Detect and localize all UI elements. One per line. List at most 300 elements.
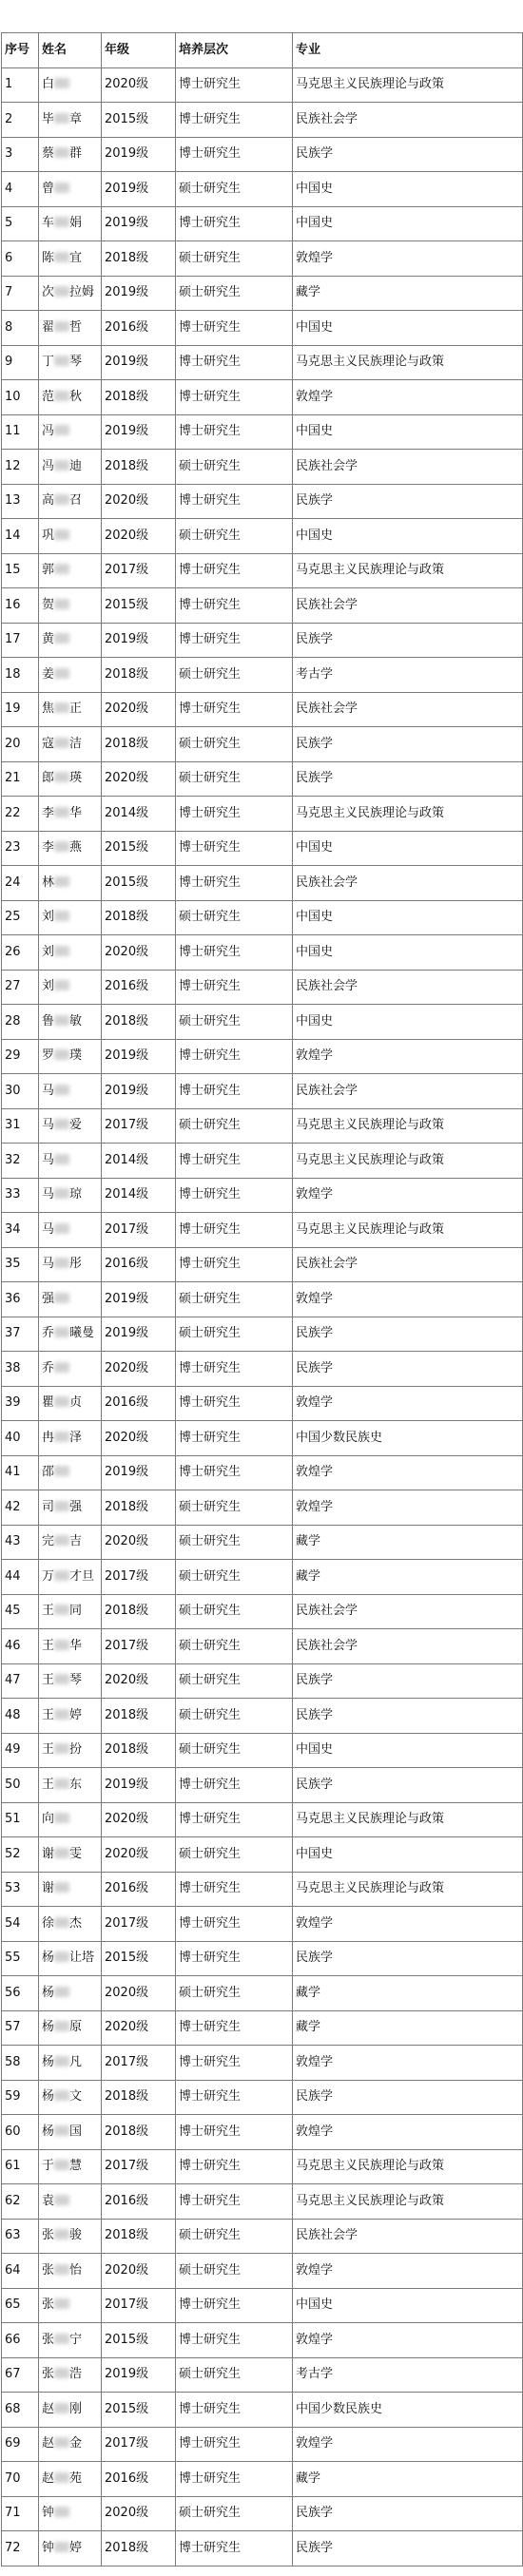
table-row	[2, 519, 523, 554]
redaction-blur	[54, 1743, 69, 1754]
cell-name	[39, 2531, 102, 2566]
cell-grade: 2014级	[102, 797, 176, 832]
table-row	[2, 241, 523, 277]
cell-grade: 2015级	[102, 2393, 176, 2428]
cell-name	[39, 588, 102, 624]
cell-serial-number: 34	[2, 1213, 39, 1248]
redaction-blur	[54, 1396, 69, 1407]
cell-major: 中国史	[293, 831, 523, 866]
name-visible-part: 刘	[42, 979, 55, 994]
redaction-blur	[54, 321, 69, 332]
name-visible-part: 瑛	[69, 771, 83, 786]
cell-name	[39, 67, 102, 103]
cell-name	[39, 1247, 102, 1282]
cell-name	[39, 761, 102, 797]
table-row	[2, 692, 523, 727]
cell-name	[39, 1352, 102, 1387]
cell-grade: 2015级	[102, 588, 176, 624]
cell-name	[39, 1733, 102, 1768]
cell-grade: 2020级	[102, 1663, 176, 1699]
cell-grade: 2019级	[102, 1039, 176, 1074]
cell-training-level: 博士研究生	[176, 1213, 293, 1248]
cell-grade: 2016级	[102, 2184, 176, 2220]
table-row	[2, 311, 523, 346]
cell-name	[39, 1317, 102, 1352]
cell-training-level: 硕士研究生	[176, 727, 293, 762]
cell-serial-number: 70	[2, 2462, 39, 2497]
name-visible-part: 杨	[42, 2054, 55, 2069]
cell-serial-number: 11	[2, 414, 39, 450]
name-visible-part: 骏	[69, 2228, 83, 2243]
cell-major: 民族社会学	[293, 450, 523, 485]
name-visible-part: 郭	[42, 563, 55, 578]
cell-training-level: 博士研究生	[176, 1872, 293, 1907]
cell-serial-number: 53	[2, 1872, 39, 1907]
cell-name	[39, 1699, 102, 1734]
redaction-blur	[54, 1917, 69, 1928]
cell-training-level: 博士研究生	[176, 2531, 293, 2566]
cell-serial-number: 4	[2, 172, 39, 207]
cell-name	[39, 1386, 102, 1421]
cell-training-level: 硕士研究生	[176, 1108, 293, 1144]
cell-training-level: 硕士研究生	[176, 900, 293, 935]
name-visible-part: 王	[42, 1604, 55, 1619]
cell-serial-number: 24	[2, 866, 39, 901]
name-visible-part: 杰	[69, 1915, 83, 1931]
cell-major: 中国史	[293, 172, 523, 207]
table-row	[2, 2046, 523, 2081]
cell-name	[39, 797, 102, 832]
cell-training-level: 硕士研究生	[176, 276, 293, 311]
table-row	[2, 1733, 523, 1768]
table-row	[2, 137, 523, 172]
name-visible-part: 于	[42, 2159, 55, 2174]
name-visible-part: 马	[42, 1118, 55, 1133]
cell-training-level: 博士研究生	[176, 2184, 293, 2220]
cell-name	[39, 1768, 102, 1803]
table-row	[2, 2254, 523, 2289]
cell-name	[39, 1144, 102, 1179]
table-row	[2, 2427, 523, 2462]
cell-name	[39, 380, 102, 415]
redaction-blur	[54, 2264, 69, 2275]
cell-grade: 2020级	[102, 2010, 176, 2046]
cell-grade: 2019级	[102, 137, 176, 172]
cell-major: 考古学	[293, 2357, 523, 2393]
name-visible-part: 李	[42, 840, 55, 855]
cell-major: 马克思主义民族理论与政策	[293, 2149, 523, 2184]
cell-training-level: 博士研究生	[176, 2323, 293, 2358]
name-visible-part: 马	[42, 1083, 55, 1098]
redaction-blur	[54, 738, 69, 748]
cell-training-level: 博士研究生	[176, 2115, 293, 2150]
name-visible-part: 完	[42, 1534, 55, 1549]
cell-training-level: 硕士研究生	[176, 241, 293, 277]
cell-name	[39, 935, 102, 971]
cell-major: 马克思主义民族理论与政策	[293, 1144, 523, 1179]
table-row	[2, 935, 523, 971]
name-visible-part: 婷	[69, 1707, 83, 1722]
cell-training-level: 博士研究生	[176, 1907, 293, 1942]
cell-training-level: 硕士研究生	[176, 2357, 293, 2393]
name-visible-part: 慧	[69, 2159, 83, 2174]
cell-name	[39, 658, 102, 693]
name-visible-part: 张	[42, 2262, 55, 2278]
cell-training-level: 博士研究生	[176, 831, 293, 866]
cell-name	[39, 1941, 102, 1976]
cell-grade: 2015级	[102, 2323, 176, 2358]
name-visible-part: 钟	[42, 2506, 55, 2521]
table-row	[2, 103, 523, 138]
name-visible-part: 敏	[69, 1013, 83, 1028]
header-serial-number: 序号	[2, 33, 39, 68]
table-row	[2, 2149, 523, 2184]
name-visible-part: 巩	[42, 528, 55, 543]
redaction-blur	[54, 1154, 69, 1164]
table-row	[2, 553, 523, 588]
name-visible-part: 马	[42, 1221, 55, 1237]
cell-grade: 2018级	[102, 1594, 176, 1629]
name-visible-part: 才旦	[69, 1568, 95, 1584]
redaction-blur	[54, 1327, 69, 1337]
name-visible-part: 苑	[69, 2470, 83, 2486]
cell-grade: 2020级	[102, 935, 176, 971]
cell-serial-number: 15	[2, 553, 39, 588]
cell-serial-number: 37	[2, 1317, 39, 1352]
cell-training-level: 硕士研究生	[176, 1629, 293, 1664]
table-row	[2, 484, 523, 519]
name-visible-part: 同	[69, 1604, 83, 1619]
table-row	[2, 2393, 523, 2428]
cell-major: 藏学	[293, 1976, 523, 2011]
table-row	[2, 380, 523, 415]
cell-serial-number: 66	[2, 2323, 39, 2358]
name-visible-part: 让塔	[69, 1951, 95, 1966]
redaction-blur	[54, 217, 69, 227]
cell-serial-number: 72	[2, 2531, 39, 2566]
cell-name	[39, 970, 102, 1005]
cell-grade: 2019级	[102, 345, 176, 380]
cell-name	[39, 137, 102, 172]
name-visible-part: 杨	[42, 2124, 55, 2139]
cell-grade: 2017级	[102, 2149, 176, 2184]
name-visible-part: 冯	[42, 424, 55, 439]
redaction-blur	[54, 1709, 69, 1720]
redaction-blur	[54, 1951, 69, 1962]
cell-major: 藏学	[293, 1560, 523, 1595]
cell-name	[39, 206, 102, 241]
cell-name	[39, 1525, 102, 1560]
cell-training-level: 博士研究生	[176, 1768, 293, 1803]
cell-name	[39, 727, 102, 762]
cell-major: 藏学	[293, 2010, 523, 2046]
cell-major: 民族社会学	[293, 103, 523, 138]
name-visible-part: 赵	[42, 2470, 55, 2486]
table-row	[2, 1768, 523, 1803]
redaction-blur	[54, 702, 69, 713]
cell-serial-number: 46	[2, 1629, 39, 1664]
cell-name	[39, 2046, 102, 2081]
table-row	[2, 2288, 523, 2323]
cell-training-level: 博士研究生	[176, 935, 293, 971]
cell-name	[39, 1178, 102, 1213]
header-name: 姓名	[39, 33, 102, 68]
redaction-blur	[54, 2160, 69, 2170]
cell-grade: 2019级	[102, 1282, 176, 1317]
name-visible-part: 王	[42, 1707, 55, 1722]
cell-name	[39, 2010, 102, 2046]
cell-name	[39, 2357, 102, 2393]
name-visible-part: 谢	[42, 1846, 55, 1861]
cell-major: 敦煌学	[293, 380, 523, 415]
cell-grade: 2016级	[102, 1872, 176, 1907]
redaction-blur	[54, 356, 69, 366]
cell-grade: 2018级	[102, 2115, 176, 2150]
cell-major: 敦煌学	[293, 2323, 523, 2358]
name-visible-part: 彤	[69, 1257, 83, 1272]
cell-grade: 2017级	[102, 1629, 176, 1664]
cell-grade: 2018级	[102, 380, 176, 415]
name-visible-part: 袁	[42, 2193, 55, 2208]
cell-serial-number: 28	[2, 1005, 39, 1040]
cell-name	[39, 345, 102, 380]
cell-major: 中国史	[293, 311, 523, 346]
cell-training-level: 硕士研究生	[176, 1663, 293, 1699]
table-body	[2, 67, 523, 2566]
cell-name	[39, 1629, 102, 1664]
cell-major: 中国史	[293, 935, 523, 971]
cell-grade: 2019级	[102, 1074, 176, 1109]
cell-grade: 2019级	[102, 1768, 176, 1803]
name-visible-part: 王	[42, 1673, 55, 1688]
name-visible-part: 邵	[42, 1465, 55, 1480]
table-row	[2, 1699, 523, 1734]
cell-name	[39, 2254, 102, 2289]
cell-major: 马克思主义民族理论与政策	[293, 1802, 523, 1837]
cell-serial-number: 36	[2, 1282, 39, 1317]
redaction-blur	[54, 1362, 69, 1373]
name-visible-part: 洁	[69, 736, 83, 751]
name-visible-part: 瞿	[42, 1395, 55, 1411]
cell-grade: 2019级	[102, 206, 176, 241]
cell-grade: 2020级	[102, 1421, 176, 1456]
header-grade: 年级	[102, 33, 176, 68]
name-visible-part: 范	[42, 389, 55, 404]
cell-serial-number: 71	[2, 2496, 39, 2531]
cell-serial-number: 69	[2, 2427, 39, 2462]
redaction-blur	[54, 1432, 69, 1442]
cell-grade: 2019级	[102, 172, 176, 207]
cell-grade: 2018级	[102, 900, 176, 935]
cell-major: 马克思主义民族理论与政策	[293, 553, 523, 588]
cell-serial-number: 30	[2, 1074, 39, 1109]
table-row	[2, 1629, 523, 1664]
cell-grade: 2020级	[102, 519, 176, 554]
table-row	[2, 1005, 523, 1040]
redaction-blur	[54, 2195, 69, 2205]
cell-serial-number: 6	[2, 241, 39, 277]
name-visible-part: 张	[42, 2367, 55, 2382]
cell-grade: 2019级	[102, 1317, 176, 1352]
cell-name	[39, 1490, 102, 1526]
cell-training-level: 硕士研究生	[176, 450, 293, 485]
cell-major: 藏学	[293, 276, 523, 311]
name-visible-part: 蔡	[42, 146, 55, 162]
cell-serial-number: 47	[2, 1663, 39, 1699]
cell-major: 民族学	[293, 137, 523, 172]
cell-serial-number: 3	[2, 137, 39, 172]
redaction-blur	[54, 2056, 69, 2067]
cell-major: 敦煌学	[293, 1490, 523, 1526]
redaction-blur	[54, 599, 69, 609]
table-row	[2, 67, 523, 103]
cell-serial-number: 27	[2, 970, 39, 1005]
cell-training-level: 博士研究生	[176, 866, 293, 901]
name-visible-part: 琴	[69, 1673, 83, 1688]
cell-serial-number: 29	[2, 1039, 39, 1074]
cell-name	[39, 831, 102, 866]
name-visible-part: 王	[42, 1742, 55, 1758]
cell-serial-number: 18	[2, 658, 39, 693]
cell-major: 马克思主义民族理论与政策	[293, 1872, 523, 1907]
redaction-blur	[54, 2229, 69, 2240]
name-visible-part: 宁	[69, 2332, 83, 2347]
cell-serial-number: 35	[2, 1247, 39, 1282]
redaction-blur	[54, 1293, 69, 1303]
name-visible-part: 赵	[42, 2401, 55, 2416]
cell-training-level: 博士研究生	[176, 1247, 293, 1282]
name-visible-part: 向	[42, 1812, 55, 1827]
cell-serial-number: 32	[2, 1144, 39, 1179]
name-visible-part: 爱	[69, 1118, 83, 1133]
cell-serial-number: 61	[2, 2149, 39, 2184]
cell-name	[39, 2427, 102, 2462]
table-row	[2, 1941, 523, 1976]
cell-serial-number: 19	[2, 692, 39, 727]
cell-serial-number: 67	[2, 2357, 39, 2393]
cell-serial-number: 44	[2, 1560, 39, 1595]
redaction-blur	[54, 391, 69, 401]
cell-name	[39, 311, 102, 346]
cell-major: 民族社会学	[293, 692, 523, 727]
cell-training-level: 博士研究生	[176, 1039, 293, 1074]
redaction-blur	[54, 460, 69, 471]
cell-major: 中国史	[293, 414, 523, 450]
redaction-blur	[54, 2298, 69, 2309]
cell-grade: 2018级	[102, 2080, 176, 2115]
cell-name	[39, 2393, 102, 2428]
name-visible-part: 鲁	[42, 1013, 55, 1028]
redaction-blur	[54, 2403, 69, 2413]
name-visible-part: 马	[42, 1187, 55, 1202]
cell-training-level: 博士研究生	[176, 1941, 293, 1976]
name-visible-part: 李	[42, 805, 55, 820]
cell-grade: 2014级	[102, 1144, 176, 1179]
cell-major: 民族学	[293, 1663, 523, 1699]
cell-major: 民族社会学	[293, 970, 523, 1005]
table-row	[2, 797, 523, 832]
name-visible-part: 焦	[42, 702, 55, 717]
redaction-blur	[54, 2507, 69, 2517]
cell-major: 藏学	[293, 2462, 523, 2497]
cell-name	[39, 1005, 102, 1040]
cell-training-level: 博士研究生	[176, 1386, 293, 1421]
name-visible-part: 冯	[42, 458, 55, 473]
cell-training-level: 硕士研究生	[176, 1594, 293, 1629]
cell-major: 民族学	[293, 1352, 523, 1387]
cell-training-level: 博士研究生	[176, 692, 293, 727]
redaction-blur	[54, 1674, 69, 1684]
cell-serial-number: 33	[2, 1178, 39, 1213]
redaction-blur	[54, 1570, 69, 1581]
cell-name	[39, 414, 102, 450]
cell-training-level: 硕士研究生	[176, 761, 293, 797]
cell-grade: 2018级	[102, 727, 176, 762]
redaction-blur	[54, 1223, 69, 1234]
cell-training-level: 硕士研究生	[176, 658, 293, 693]
name-visible-part: 杨	[42, 1951, 55, 1966]
table-row	[2, 1108, 523, 1144]
table-row	[2, 1837, 523, 1873]
cell-serial-number: 64	[2, 2254, 39, 2289]
redaction-blur	[54, 529, 69, 540]
name-visible-part: 丁	[42, 355, 55, 370]
name-visible-part: 华	[69, 805, 83, 820]
redaction-blur	[54, 2437, 69, 2448]
redaction-blur	[54, 2368, 69, 2378]
cell-major: 民族社会学	[293, 1074, 523, 1109]
cell-major: 考古学	[293, 658, 523, 693]
cell-name	[39, 1872, 102, 1907]
name-visible-part: 泽	[69, 1430, 83, 1445]
cell-grade: 2016级	[102, 311, 176, 346]
cell-serial-number: 52	[2, 1837, 39, 1873]
cell-major: 马克思主义民族理论与政策	[293, 345, 523, 380]
cell-grade: 2018级	[102, 450, 176, 485]
name-visible-part: 寇	[42, 736, 55, 751]
name-visible-part: 拉姆	[69, 285, 95, 300]
name-visible-part: 次	[42, 285, 55, 300]
table-row	[2, 1074, 523, 1109]
table-row	[2, 2115, 523, 2150]
redaction-blur	[54, 425, 69, 435]
name-visible-part: 强	[42, 1291, 55, 1306]
name-visible-part: 正	[69, 702, 83, 717]
redaction-blur	[54, 183, 69, 193]
cell-grade: 2016级	[102, 1386, 176, 1421]
cell-training-level: 博士研究生	[176, 2010, 293, 2046]
cell-serial-number: 49	[2, 1733, 39, 1768]
cell-major: 敦煌学	[293, 2427, 523, 2462]
cell-name	[39, 484, 102, 519]
cell-grade: 2016级	[102, 2462, 176, 2497]
redaction-blur	[54, 1987, 69, 1997]
name-visible-part: 毕	[42, 111, 55, 126]
table-row	[2, 588, 523, 624]
table-row	[2, 2010, 523, 2046]
name-visible-part: 张	[42, 2228, 55, 2243]
cell-name	[39, 2184, 102, 2220]
name-visible-part: 刘	[42, 944, 55, 959]
cell-major: 民族社会学	[293, 588, 523, 624]
cell-major: 民族学	[293, 2080, 523, 2115]
redaction-blur	[54, 78, 69, 88]
redaction-blur	[54, 1188, 69, 1199]
cell-training-level: 硕士研究生	[176, 1490, 293, 1526]
table-row	[2, 2184, 523, 2220]
cell-name	[39, 1594, 102, 1629]
cell-major: 民族学	[293, 484, 523, 519]
